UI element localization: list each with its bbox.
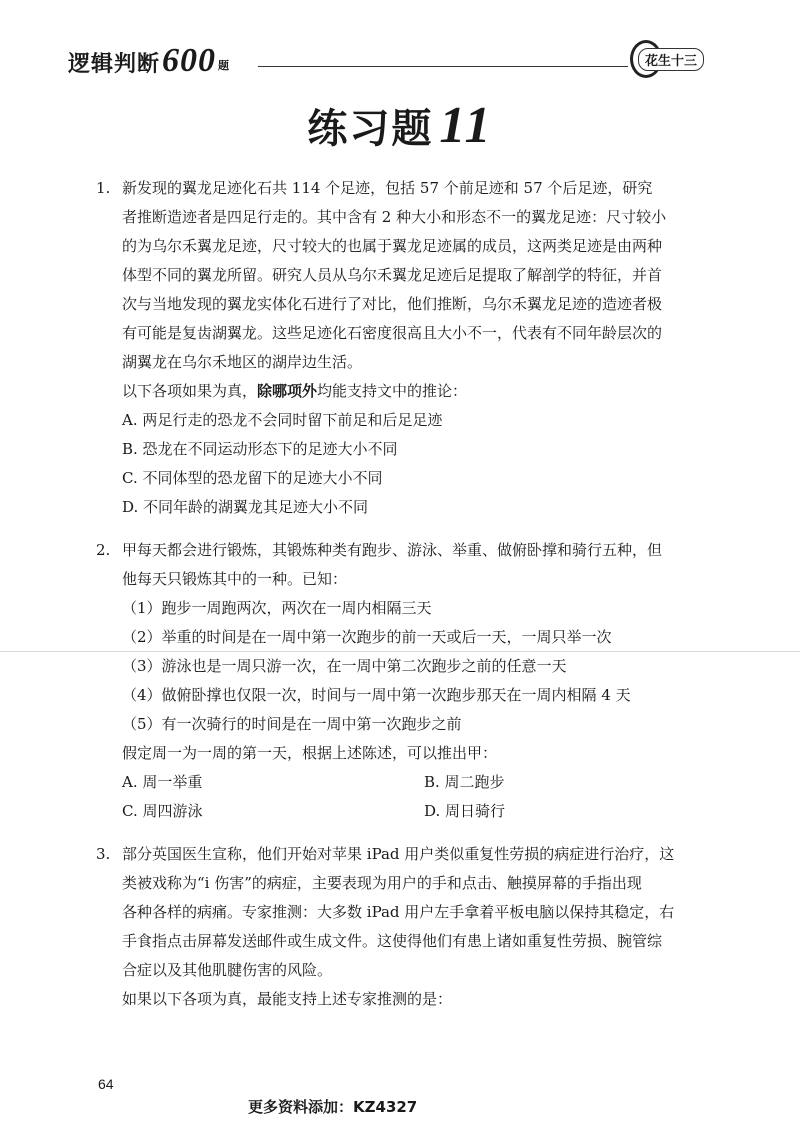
q1-stem-line: 体型不同的翼龙所留。研究人员从乌尔禾翼龙足迹后足提取了解剖学的特征，并首: [122, 266, 663, 284]
q3-question: 如果以下各项为真，最能支持上述专家推测的是：: [122, 990, 453, 1008]
q2-question: 假定周一为一周的第一天，根据上述陈述，可以推出甲：: [122, 744, 498, 762]
book-title-number: 600: [162, 42, 217, 79]
q2-condition: （3）游泳也是一周只游一次，在一周中第二次跑步之前的任意一天: [122, 657, 567, 675]
q3-number: 3.: [96, 845, 111, 863]
q2-option-a: A. 周一举重: [122, 773, 203, 791]
page-title-number: 11: [439, 97, 493, 154]
q3-stem-line: 部分英国医生宣称，他们开始对苹果 iPad 用户类似重复性劳损的病症进行治疗，这: [122, 845, 675, 863]
q1-question: [96, 377, 726, 406]
brand-name: 花生十三: [638, 48, 704, 71]
q1-option-c: C. 不同体型的恐龙留下的足迹大小不同: [122, 469, 383, 487]
q2-condition: （5）有一次骑行的时间是在一周中第一次跑步之前: [122, 715, 462, 733]
q2-condition: （2）举重的时间是在一周中第一次跑步的前一天或后一天，一周只举一次: [122, 628, 612, 646]
q3-stem-line: 合症以及其他肌腱伤害的风险。: [122, 961, 333, 979]
footer-contact-note: 更多资料添加：KZ4327: [248, 1098, 418, 1116]
q1-option-a: A. 两足行走的恐龙不会同时留下前足和后足足迹: [122, 411, 443, 429]
q1-stem-line: 有可能是复齿湖翼龙。这些足迹化石密度很高且大小不一，代表有不同年龄层次的: [122, 324, 663, 342]
q1-option-b: B. 恐龙在不同运动形态下的足迹大小不同: [122, 440, 398, 458]
q2-condition: （1）跑步一周跑两次，两次在一周内相隔三天: [122, 599, 432, 617]
running-header: [68, 38, 728, 78]
q3-stem-line: 各种各样的病痛。专家推测：大多数 iPad 用户左手拿着平板电脑以保持其稳定，右: [122, 903, 675, 921]
q2-stem-line: 他每天只锻炼其中的一种。已知：: [122, 570, 348, 588]
q2-options-row: [96, 797, 726, 826]
brand-logo: [628, 38, 728, 74]
q2-options-row: [96, 768, 726, 797]
q2-condition: （4）做俯卧撑也仅限一次，时间与一周中第一次跑步那天在一周内相隔 4 天: [122, 686, 631, 704]
q2-stem-line: 甲每天都会进行锻炼，其锻炼种类有跑步、游泳、举重、做俯卧撑和骑行五种，但: [122, 541, 663, 559]
q1-question-emphasis: 除哪项外: [257, 382, 318, 400]
question-list: [96, 174, 726, 1014]
q1-stem-line: 湖翼龙在乌尔禾地区的湖岸边生活。: [122, 353, 363, 371]
q3-stem-line: 手食指点击屏幕发送邮件或生成文件。这使得他们有患上诸如重复性劳损、腕管综: [122, 932, 663, 950]
page-title: [0, 96, 800, 155]
q1-question-post: 均能支持文中的推论：: [317, 382, 468, 400]
q1-stem-line: 者推断造迹者是四足行走的。其中含有 2 种大小和形态不一的翼龙足迹：尺寸较小: [122, 208, 667, 226]
q1-stem-line: 的为乌尔禾翼龙足迹，尺寸较大的也属于翼龙足迹属的成员，这两类足迹是由两种: [122, 237, 663, 255]
book-title-text: 逻辑判断: [68, 52, 161, 77]
q2-option-b: B. 周二跑步: [424, 773, 505, 791]
book-title: [68, 42, 230, 80]
header-rule: [258, 66, 628, 67]
q2-number: 2.: [96, 541, 111, 559]
q1-stem-line: 新发现的翼龙足迹化石共 114 个足迹，包括 57 个前足迹和 57 个后足迹，研究: [122, 179, 653, 197]
question-2: [96, 536, 726, 826]
q3-stem-line: 类被戏称为“i 伤害”的病症，主要表现为用户的手和点击、触摸屏幕的手指出现: [122, 874, 642, 892]
question-3: [96, 840, 726, 1014]
q2-option-c: C. 周四游泳: [122, 802, 203, 820]
page-title-text: 练习题: [307, 106, 434, 152]
q1-option-d: D. 不同年龄的湖翼龙其足迹大小不同: [122, 498, 369, 516]
q2-option-d: D. 周日骑行: [424, 802, 506, 820]
question-1: [96, 174, 726, 522]
q1-question-pre: 以下各项如果为真，: [122, 382, 258, 400]
book-title-suffix: 题: [218, 59, 231, 72]
q1-number: 1.: [96, 179, 111, 197]
page-number: 64: [98, 1076, 114, 1092]
q1-stem-line: 次与当地发现的翼龙实体化石进行了对比，他们推断，乌尔禾翼龙足迹的造迹者极: [122, 295, 663, 313]
